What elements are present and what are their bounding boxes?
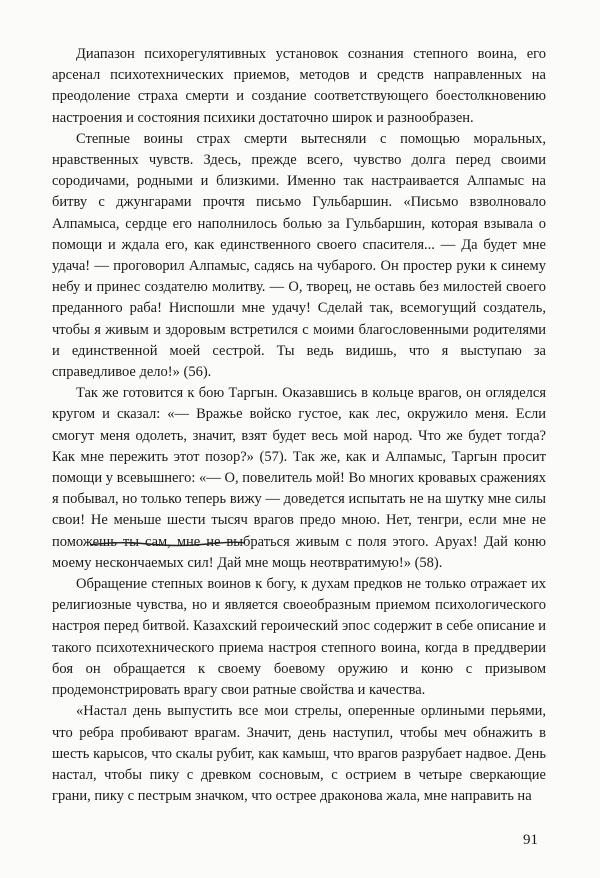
page-number: 91	[523, 832, 538, 848]
paragraph-2: Степные воины страх смерти вытесняли с помощью моральных, нравственных чувств. Здесь, прежде всего, чувство долга перед своими сородичами, родными и близкими. Именно так настраивается Алпамыс на битву с джунгарами прочтя письмо Гульбаршин. «Письмо взволновало Алпамыса, сердце его наполнилось болью за Гульбаршин, которая взывала о помощи и ждала его, как единственного своего спасителя... — Да будет мне удача! — проговорил Алпамыс, садясь на чубарого. Он простер руки к синему небу и принес создателю молитву. — О, творец, не оставь без милостей своего преданного раба! Ниспошли мне удачу! Сделай так, всемогущий создатель, чтобы я живым и здоровым встретился с моими благословенными родителями и единственной моей сестрой. Ты ведь видишь, что я выступаю за справедливое дело!» (56).	[52, 130, 546, 381]
paragraph-3: Так же готовится к бою Таргын. Оказавшись в кольце врагов, он огляделся кругом и сказал: «— Вражье войско густое, как лес, окружило меня. Если смогут меня одолеть, значит, взят будет весь мой народ. Что же будет тогда? Как мне пережить этот позор?» (57). Так же, как и Алпамыс, Таргын просит помощи у всевышнего: «— О, повелитель мой! Во многих кровавых сражениях я побывал, но только теперь вижу — доведется испытать не на шутку мне силы свои! Не меньше шести тысяч врагов предо мною. Нет, тенгри, если мне не поможешь ты сам, мне не выбраться живым с поля этого. Аруах! Дай коню моему нескончаемых сил! Дай мне мощь неотвратимую!» (58).	[52, 385, 546, 571]
body-text	[52, 44, 546, 807]
handwritten-underline	[88, 539, 246, 549]
paragraph-4: Обращение степных воинов к богу, к духам предков не только отражает их религиозные чувства, но и является своеобразным приемом психологического настроя перед битвой. Казахский героический эпос содержит в себе описание и такого психотехнического приема настроя степного воина, когда в преддверии боя он обращается к своему боевому оружию и коню с призывом продемонстрировать врагу свои ратные свойства и качества.	[52, 576, 546, 699]
paragraph-5: «Настал день выпустить все мои стрелы, оперенные орлиными перьями, что ребра пробивают врагам. Значит, день наступил, чтобы меч обнажить в шесть карысов, что скалы рубит, как камыш, что врагов разрубает надвое. День настал, чтобы пику с древком сосновым, с острием в четыре сверкающие грани, пику с пестрым значком, что острее драконова жала, мне направить на	[52, 703, 546, 805]
paragraph-1: Диапазон психорегулятивных установок сознания степного воина, его арсенал психотехнических приемов, методов и средств направленных на преодоление страха смерти и создание соответствующего боестолкновению настроения и состояния психики достаточно широк и разнообразен.	[52, 46, 546, 126]
